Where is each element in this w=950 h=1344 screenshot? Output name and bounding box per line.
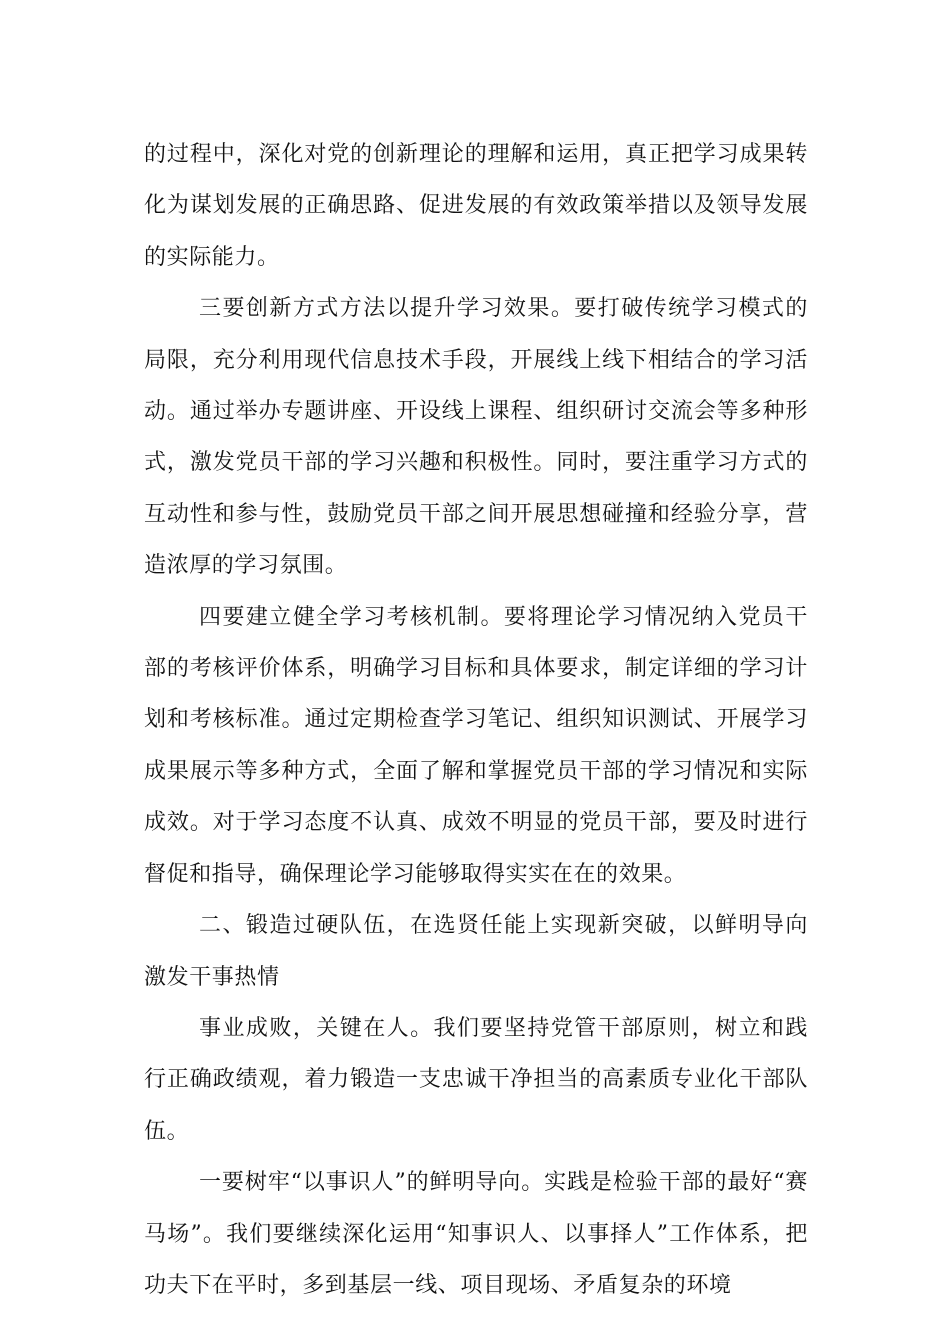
paragraph-cadre-team: 事业成败，关键在人。我们要坚持党管干部原则，树立和践行正确政绩观，着力锻造一支忠诚干净担当的高素质专业化干部队伍。 xyxy=(144,1015,808,1144)
paragraph-assessment-mechanism: 四要建立健全学习考核机制。要将理论学习情况纳入党员干部的考核评价体系，明确学习目标和具体要求，制定详细的学习计划和考核标准。通过定期检查学习笔记、组织知识测试、开展学习成果展示等多种方式，全面了解和掌握党员干部的学习情况和实际成效。对于学习态度不认真、成效不明显的党员干部，要及时进行督促和指导，确保理论学习能够取得实实在在的效果。 xyxy=(144,604,808,887)
paragraph-innovation-methods: 三要创新方式方法以提升学习效果。要打破传统学习模式的局限，充分利用现代信息技术手段，开展线上线下相结合的学习活动。通过举办专题讲座、开设线上课程、组织研讨交流会等多种形式，激发党员干部的学习兴趣和积极性。同时，要注重学习方式的互动性和参与性，鼓励党员干部之间开展思想碰撞和经验分享，营造浓厚的学习氛围。 xyxy=(144,296,808,579)
paragraph-continuation: 的过程中，深化对党的创新理论的理解和运用，真正把学习成果转化为谋划发展的正确思路、促进发展的有效政策举措以及领导发展的实际能力。 xyxy=(144,142,808,270)
paragraph-guidance: 一要树牢“以事识人”的鲜明导向。实践是检验干部的最好“赛马场”。我们要继续深化运用“知事识人、以事择人”工作体系，把功夫下在平时，多到基层一线、项目现场、矛盾复杂的环境 xyxy=(144,1170,808,1298)
document-body xyxy=(144,129,808,1311)
section-heading: 二、锻造过硬队伍，在选贤任能上实现新突破，以鲜明导向激发干事热情 xyxy=(144,913,808,990)
